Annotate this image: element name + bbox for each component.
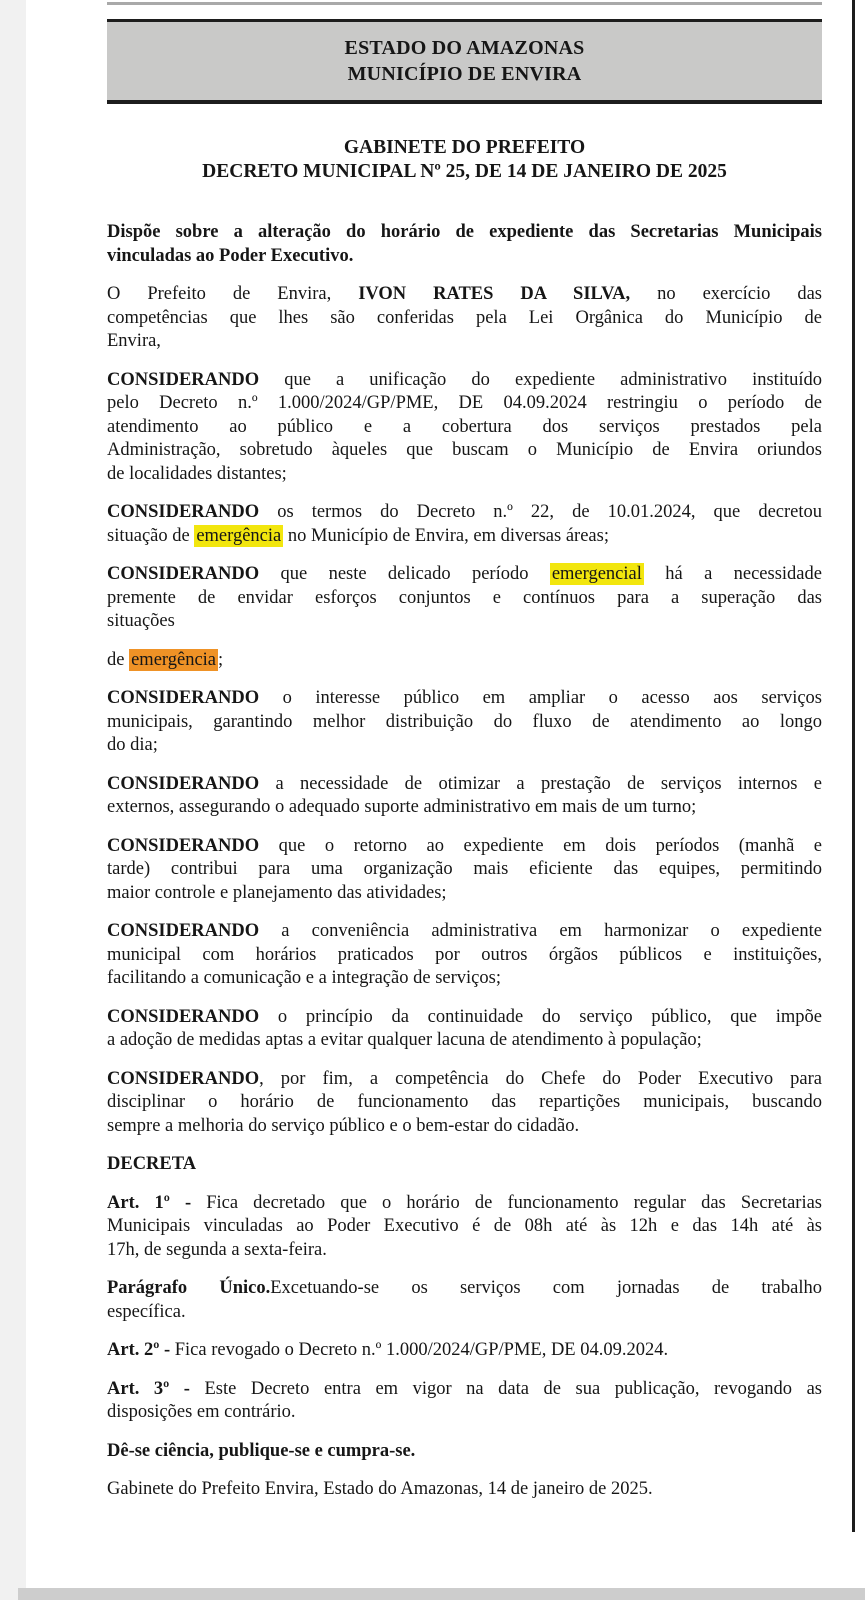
text-line <box>107 1091 822 1115</box>
text-line <box>107 369 822 393</box>
text-segment: pelo Decreto n.º 1.000/2024/GP/PME, DE 04.09.2024 restringiu o período de <box>107 393 822 413</box>
text-segment: DECRETA <box>107 1154 197 1174</box>
text-line <box>107 1239 822 1263</box>
text-segment: IVON RATES DA SILVA, <box>358 284 631 304</box>
document-body <box>107 221 822 1502</box>
text-segment: a conveniência administrativa em harmonizar o expediente <box>259 921 822 941</box>
text-segment: CONSIDERANDO <box>107 1068 260 1089</box>
letterhead-municipality: MUNICÍPIO DE ENVIRA <box>347 63 582 85</box>
text-line <box>107 687 822 711</box>
text-segment: premente de envidar esforços conjuntos e contínuos para a superação das <box>107 587 822 608</box>
decree-document <box>107 0 822 1517</box>
text-segment: competências que lhes são conferidas pela Lei Orgânica do Município de <box>107 307 822 328</box>
text-line <box>107 649 822 673</box>
text-segment: disciplinar o horário de funcionamento das repartições municipais, buscando <box>107 1092 822 1112</box>
document-title <box>107 136 822 184</box>
text-line <box>107 882 822 906</box>
title-office: GABINETE DO PREFEITO <box>343 137 586 158</box>
text-line <box>107 796 822 820</box>
text-line <box>107 734 822 758</box>
text-segment: CONSIDERANDO <box>107 835 260 856</box>
decreta-heading <box>107 1153 822 1177</box>
text-segment: Administração, sobretudo àqueles que buscam o Município de Envira oriundos <box>107 440 822 460</box>
ordem-de-publicacao <box>107 1440 822 1464</box>
text-line <box>107 283 822 307</box>
text-segment: CONSIDERANDO <box>107 1006 260 1027</box>
text-segment: Art. 1º - <box>107 1192 207 1213</box>
art-1 <box>107 1192 822 1263</box>
considerando-3 <box>107 563 822 634</box>
text-segment: situações <box>107 611 175 631</box>
local-e-data <box>107 1478 822 1502</box>
text-line <box>107 1153 822 1177</box>
text-segment: Envira, <box>107 331 161 351</box>
text-line <box>107 1401 822 1425</box>
considerando-7 <box>107 920 822 991</box>
text-line <box>107 1378 822 1402</box>
text-segment: que a unificação do expediente administrativo instituído <box>259 369 822 390</box>
text-line <box>107 920 822 944</box>
text-segment: 17h, de segunda a sexta-feira. <box>107 1239 327 1260</box>
text-segment: CONSIDERANDO <box>107 369 260 390</box>
text-line <box>107 1339 822 1363</box>
text-segment: O Prefeito de Envira, <box>107 284 359 304</box>
text-line <box>107 1115 822 1139</box>
text-line <box>107 1068 822 1092</box>
text-segment: Fica revogado o Decreto n.º 1.000/2024/GP/PME, DE 04.09.2024. <box>174 1340 669 1360</box>
text-segment: Art. 3º - <box>107 1378 205 1399</box>
text-segment: que o retorno ao expediente em dois períodos (manhã e <box>259 835 822 856</box>
text-line <box>107 1006 822 1030</box>
text-segment: Este Decreto entra em vigor na data de sua publicação, revogando as <box>204 1378 822 1399</box>
text-line <box>107 307 822 331</box>
text-segment: Excetuando-se os serviços com jornadas de trabalho <box>270 1278 822 1298</box>
text-line <box>107 1277 822 1301</box>
text-segment: vinculadas ao Poder Executivo. <box>107 245 354 266</box>
considerando-9 <box>107 1068 822 1139</box>
horizontal-scrollbar-track[interactable] <box>18 1588 865 1600</box>
text-segment: os termos do Decreto n.º 22, de 10.01.2024, que decretou <box>259 502 822 522</box>
text-segment: de localidades distantes; <box>107 463 287 484</box>
text-line <box>107 944 822 968</box>
text-line <box>107 245 822 269</box>
text-segment: no Município de Envira, em diversas áreas; <box>283 525 609 546</box>
paragrafo-unico <box>107 1277 822 1324</box>
text-segment: municipal com horários praticados por outros órgãos públicos e instituições, <box>107 944 822 965</box>
text-segment: a necessidade de otimizar a prestação de serviços internos e <box>259 773 822 794</box>
page-right-border-line <box>852 0 855 1532</box>
text-segment: que neste delicado período <box>259 564 550 584</box>
letterhead-band <box>107 19 822 104</box>
text-segment: municipais, garantindo melhor distribuição do fluxo de atendimento ao longo <box>107 711 822 732</box>
ementa <box>107 221 822 268</box>
text-segment: a adoção de medidas aptas a evitar qualquer lacuna de atendimento à população; <box>107 1030 702 1050</box>
highlighted-text: emergencial <box>551 564 642 584</box>
text-segment: atendimento ao público e a cobertura dos serviços prestados pela <box>107 416 822 437</box>
text-line <box>107 967 822 991</box>
emergencia-destaque <box>107 649 822 673</box>
text-line <box>107 330 822 354</box>
text-segment: o princípio da continuidade do serviço público, que impõe <box>259 1006 822 1027</box>
text-line <box>107 1192 822 1216</box>
letterhead-state: ESTADO DO AMAZONAS <box>344 37 585 59</box>
text-line <box>107 773 822 797</box>
text-line <box>107 587 822 611</box>
text-line <box>107 1440 822 1464</box>
text-line <box>107 858 822 882</box>
text-line <box>107 525 822 549</box>
text-segment: específica. <box>107 1301 186 1322</box>
text-line <box>107 439 822 463</box>
text-segment: Parágrafo Único. <box>107 1278 271 1298</box>
text-line <box>107 1478 822 1502</box>
text-line <box>107 416 822 440</box>
considerando-8 <box>107 1006 822 1053</box>
highlighted-text: emergência <box>131 649 217 670</box>
text-segment: maior controle e planejamento das atividades; <box>107 882 447 903</box>
considerando-5 <box>107 773 822 820</box>
text-line <box>107 835 822 859</box>
text-segment: CONSIDERANDO <box>107 564 260 584</box>
text-line <box>107 1301 822 1325</box>
text-segment: há a necessidade <box>643 564 822 584</box>
text-line <box>107 563 822 587</box>
art-3 <box>107 1378 822 1425</box>
text-segment: ; <box>218 649 224 670</box>
text-segment: sempre a melhoria do serviço público e o bem-estar do cidadão. <box>107 1115 580 1136</box>
text-segment: CONSIDERANDO <box>107 773 260 794</box>
text-segment: , por fim, a competência do Chefe do Poder Executivo para <box>259 1068 822 1089</box>
text-segment: o interesse público em ampliar o acesso aos serviços <box>259 688 822 708</box>
text-line <box>107 392 822 416</box>
art-2 <box>107 1339 822 1363</box>
considerando-6 <box>107 835 822 906</box>
text-segment: Fica decretado que o horário de funcionamento regular das Secretarias <box>206 1192 822 1213</box>
title-decree-number: DECRETO MUNICIPAL Nº 25, DE 14 DE JANEIRO DE 2025 <box>202 161 727 182</box>
text-line <box>107 610 822 634</box>
considerando-1 <box>107 369 822 487</box>
text-segment: Dê-se ciência, publique-se e cumpra-se. <box>107 1440 416 1461</box>
text-segment: Dispõe sobre a alteração do horário de expediente das Secretarias Municipais <box>107 222 822 242</box>
considerando-4 <box>107 687 822 758</box>
text-segment: Gabinete do Prefeito Envira, Estado do Amazonas, 14 de janeiro de 2025. <box>107 1479 653 1499</box>
text-segment: situação de <box>107 525 195 546</box>
text-segment: externos, assegurando o adequado suporte administrativo em mais de um turno; <box>107 797 697 817</box>
text-line <box>107 501 822 525</box>
preambulo <box>107 283 822 354</box>
highlighted-text: emergência <box>196 525 282 546</box>
text-segment: facilitando a comunicação e a integração de serviços; <box>107 968 501 988</box>
text-line <box>107 221 822 245</box>
text-line <box>107 1215 822 1239</box>
text-segment: CONSIDERANDO <box>107 502 260 522</box>
text-segment: CONSIDERANDO <box>107 688 260 708</box>
text-segment: tarde) contribui para uma organização mais eficiente das equipes, permitindo <box>107 859 822 879</box>
text-line <box>107 711 822 735</box>
text-segment: disposições em contrário. <box>107 1402 296 1422</box>
text-segment: Municipais vinculadas ao Poder Executivo é de 08h até às 12h e das 14h até às <box>107 1216 822 1236</box>
page-left-margin-strip <box>0 0 26 1600</box>
text-segment: no exercício das <box>630 284 823 304</box>
text-segment: CONSIDERANDO <box>107 921 260 941</box>
text-segment: Art. 2º - <box>107 1340 175 1360</box>
text-segment: de <box>107 649 130 670</box>
text-line <box>107 1029 822 1053</box>
considerando-2 <box>107 501 822 548</box>
text-segment: do dia; <box>107 735 158 755</box>
text-line <box>107 463 822 487</box>
